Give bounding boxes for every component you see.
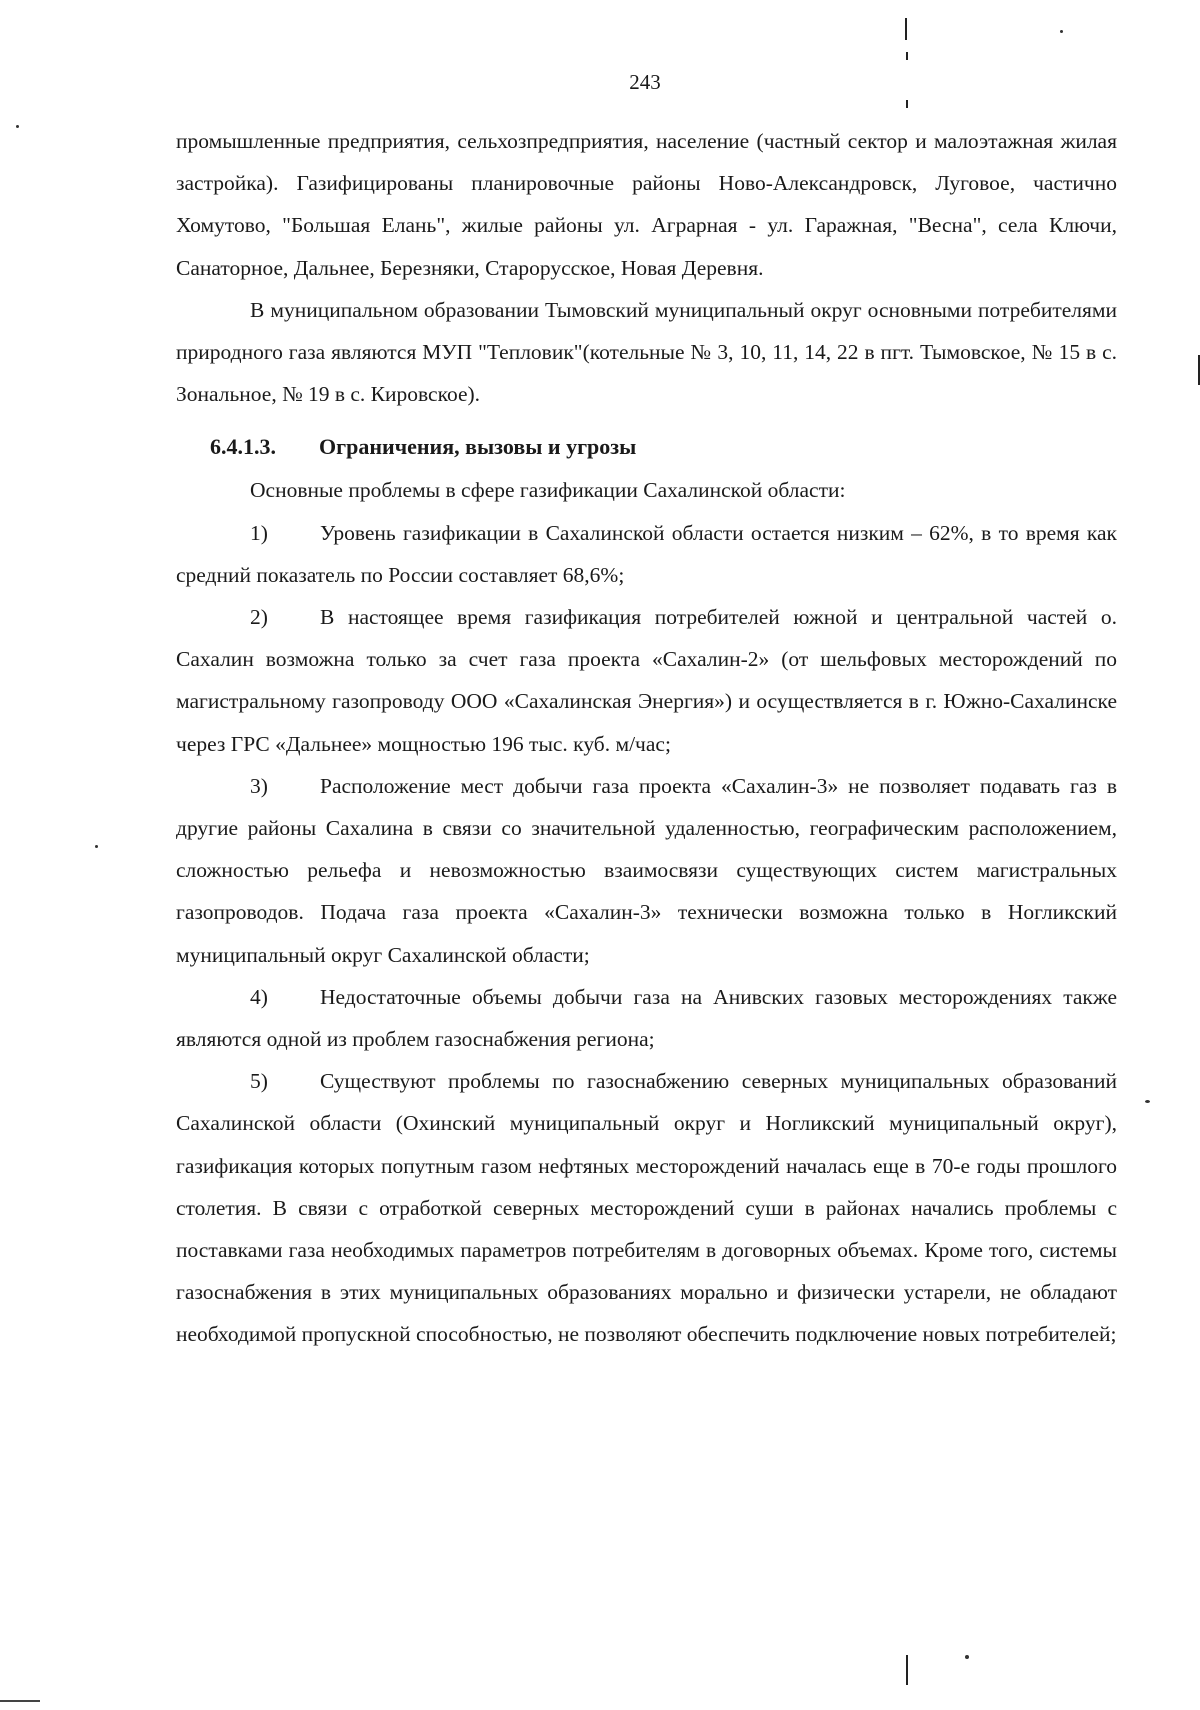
list-marker: 5) — [250, 1069, 268, 1094]
scan-mark — [905, 18, 907, 40]
list-marker: 2) — [250, 605, 268, 630]
list-text: Недостаточные объемы добычи газа на Анивских газовых месторождениях также являются одной из проблем газоснабжения региона; — [176, 984, 1117, 1052]
scan-speck — [1060, 30, 1063, 33]
scan-speck — [1145, 1100, 1150, 1103]
scan-mark — [906, 1655, 908, 1685]
scan-speck — [16, 125, 19, 128]
section-lead: Основные проблемы в сфере газификации Сахалинской области: — [250, 478, 846, 503]
scan-mark — [906, 52, 908, 60]
scan-speck — [965, 1655, 969, 1659]
scan-mark — [906, 100, 908, 108]
list-item — [176, 765, 1117, 976]
intro-paragraph: В муниципальном образовании Тымовский муниципальный округ основными потребителями природного газа являются МУП "Тепловик"(котельные № 3, 10, 11, 14, 22 в пгт. Тымовское, № 15 в с. Зональное, № 19 в с. Кировское). — [176, 297, 1117, 407]
section-heading — [210, 425, 1117, 469]
list-text: Существуют проблемы по газоснабжению северных муниципальных образований Сахалинской области (Охинский муниципальный округ и Ногликский муниципальный округ), газификация которых попутным газом нефтяных месторождений началась еще в 70-е годы прошлого столетия. В связи с отработкой северных месторождений суши в районах начались проблемы с поставками газа необходимых параметров потребителям в договорных объемах. Кроме того, системы газоснабжения в этих муниципальных образованиях морально и физически устарели, не обладают необходимой пропускной способностью, не позволяют обеспечить подключение новых потребителей; — [176, 1069, 1117, 1347]
list-item — [176, 976, 1117, 1060]
intro-paragraph: промышленные предприятия, сельхозпредприятия, население (частный сектор и малоэтажная жилая застройка). Газифицированы планировочные районы Ново-Александровск, Луговое, частично Хомутово, "Большая Елань", жилые районы ул. Аграрная - ул. Гаражная, "Весна", села Ключи, Санаторное, Дальнее, Березняки, Старорусское, Новая Деревня. — [176, 129, 1117, 280]
document-body — [176, 120, 1117, 1356]
list-item — [176, 512, 1117, 596]
section-number: 6.4.1.3. — [210, 434, 276, 460]
list-text: Расположение мест добычи газа проекта «Сахалин-3» не позволяет подавать газ в другие районы Сахалина в связи со значительной удаленностью, географическим расположением, сложностью рельефа и невозможностью взаимосвязи существующих систем магистральных газопроводов. Подача газа проекта «Сахалин-3» технически возможна только в Ногликский муниципальный округ Сахалинской области; — [176, 773, 1117, 967]
list-item — [176, 596, 1117, 765]
scan-speck — [95, 845, 98, 848]
scan-edge — [0, 1700, 40, 1702]
list-text: Уровень газификации в Сахалинской области остается низким – 62%, в то время как средний показатель по России составляет 68,6%; — [176, 520, 1117, 587]
list-text: В настоящее время газификация потребителей южной и центральной частей о. Сахалин возможна только за счет газа проекта «Сахалин-2» (от шельфовых месторождений по магистральному газопроводу ООО «Сахалинская Энергия») и осуществляется в г. Южно-Сахалинске через ГРС «Дальнее» мощностью 196 тыс. куб. м/час; — [176, 605, 1117, 756]
list-marker: 3) — [250, 773, 268, 798]
list-marker: 4) — [250, 984, 268, 1009]
section-title: Ограничения, вызовы и угрозы — [319, 434, 637, 460]
list-item — [176, 1060, 1117, 1355]
list-marker: 1) — [250, 520, 268, 545]
page-number: 243 — [629, 70, 661, 94]
